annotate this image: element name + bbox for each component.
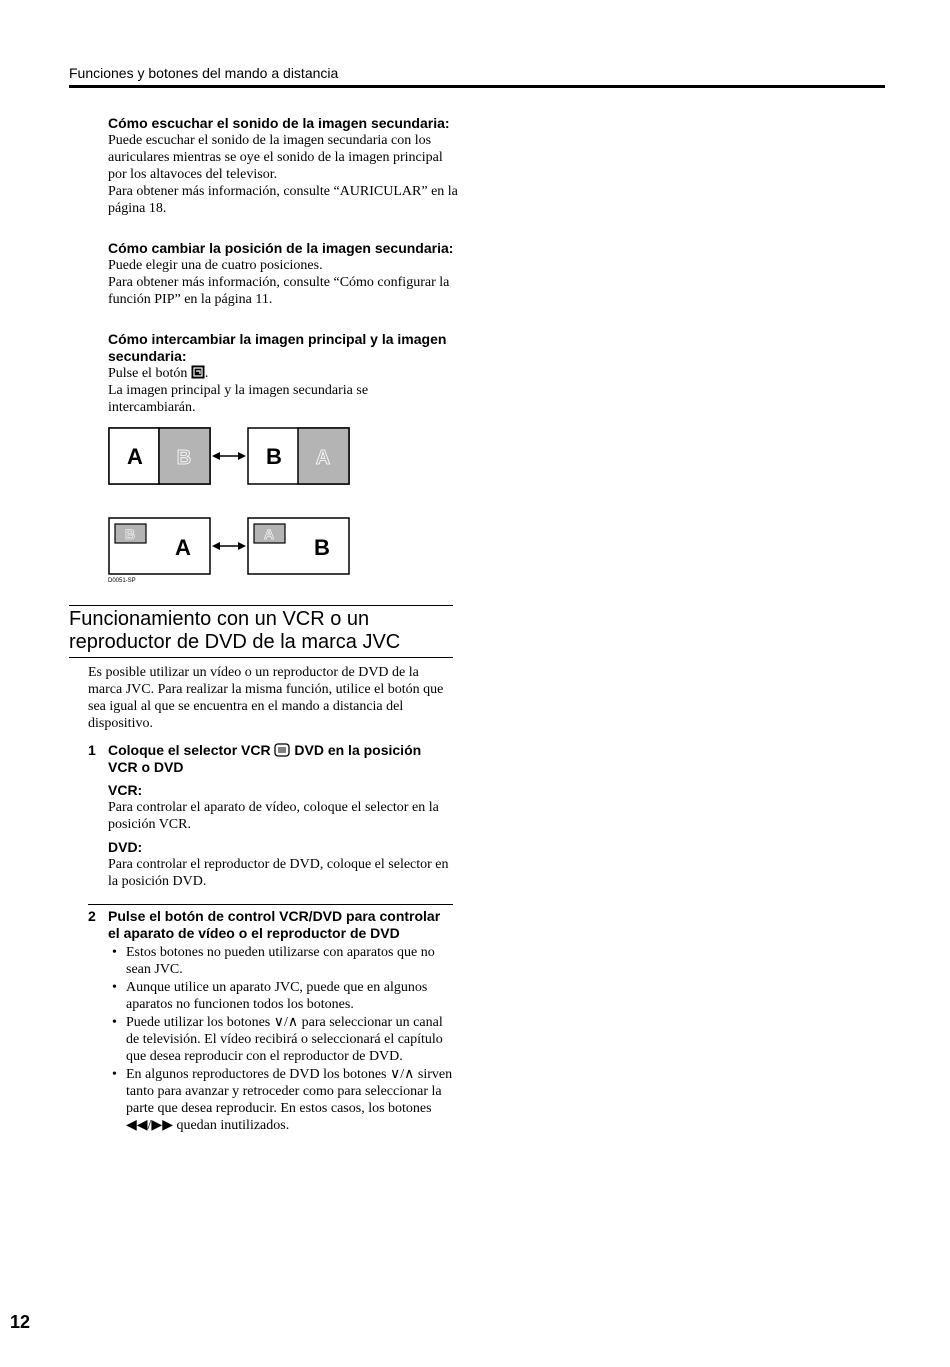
diagram-frame-top-left	[109, 428, 210, 484]
list-item: • Estos botones no pueden utilizarse con aparatos que no sean JVC.	[108, 944, 454, 978]
pip-swap-press-prefix: Pulse el botón	[108, 366, 191, 381]
pip-position-heading: Cómo cambiar la posición de la imagen secundaria:	[108, 240, 454, 256]
pip-swap-heading: Cómo intercambiar la imagen principal y la imagen secundaria:	[108, 331, 447, 364]
diagram-code: D0051-SP	[108, 578, 136, 584]
step-1	[88, 742, 454, 890]
pip-position-block	[108, 240, 458, 308]
swap-button-icon	[191, 365, 205, 379]
diagram-frame-bottom-right	[248, 518, 349, 574]
diagram-label-b: B	[314, 535, 330, 560]
dvd-label: DVD:	[108, 839, 143, 855]
pip-position-text: Puede elegir una de cuatro posiciones.	[108, 258, 323, 273]
selector-switch-icon	[274, 743, 290, 757]
pip-swap-result: La imagen principal y la imagen secundaria se intercambiarán.	[108, 383, 369, 415]
diagram-label-b: B	[176, 447, 192, 469]
page-number: 12	[10, 1312, 31, 1332]
section-title: Funcionamiento con un VCR o un reproductor de DVD de la marca JVC	[69, 605, 453, 658]
section-intro: Es posible utilizar un vídeo o un reproductor de DVD de la marca JVC. Para realizar la misma función, utilice el botón que sea igual al que se encuentra en el mando a distancia del dispositivo.	[88, 665, 444, 731]
step-1-heading	[88, 742, 454, 776]
pip-sound-text: Puede escuchar el sonido de la imagen secundaria con los auriculares mientras se oye el sonido de la imagen principal por los altavoces del televisor.	[108, 133, 443, 182]
pip-swap-diagram	[108, 427, 368, 592]
pip-sound-heading: Cómo escuchar el sonido de la imagen secundaria:	[108, 115, 450, 131]
pip-sound-block	[108, 115, 458, 217]
step-divider	[88, 904, 453, 905]
pip-position-reference: Para obtener más información, consulte “Cómo configurar la función PIP” en la página 11.	[108, 275, 450, 307]
step-1-heading-part2: DVD en la posición VCR o DVD	[108, 742, 422, 775]
diagram-label-b: B	[266, 444, 282, 469]
step-2-heading	[88, 908, 454, 942]
step-2-heading-text: Pulse el botón de control VCR/DVD para controlar el aparato de vídeo o el reproductor de DVD	[108, 908, 441, 941]
diagram-label-a: A	[127, 444, 143, 469]
diagram-frame-top-right	[248, 428, 349, 484]
double-arrow-icon	[212, 542, 246, 550]
pip-sound-reference: Para obtener más información, consulte “AURICULAR” en la página 18.	[108, 184, 458, 216]
list-item: • Puede utilizar los botones ∨/∧ para seleccionar un canal de televisión. El vídeo recibirá o seleccionará el capítulo que desea reproducir con el reproductor de DVD.	[108, 1014, 454, 1065]
vcr-text: Para controlar el aparato de vídeo, coloque el selector en la posición VCR.	[108, 800, 439, 832]
dvd-text: Para controlar el reproductor de DVD, coloque el selector en la posición DVD.	[108, 857, 449, 889]
header-rule	[69, 85, 885, 88]
diagram-frame-bottom-left	[109, 518, 210, 574]
diagram-label-a: A	[175, 535, 191, 560]
step-2	[88, 908, 454, 1135]
step-number: 2	[88, 908, 96, 924]
step-2-bullets	[108, 944, 454, 1134]
diagram-label-a: A	[263, 526, 275, 542]
pip-swap-press-suffix: .	[204, 366, 209, 381]
double-arrow-icon	[212, 452, 246, 460]
pip-swap-block	[108, 331, 458, 416]
step-1-heading-part1: Coloque el selector VCR	[108, 742, 275, 758]
list-item: • Aunque utilice un aparato JVC, puede que en algunos aparatos no funcionen todos los botones.	[108, 979, 454, 1013]
vcr-label: VCR:	[108, 782, 143, 798]
list-item: • En algunos reproductores de DVD los botones ∨/∧ sirven tanto para avanzar y retroceder como para seleccionar la parte que desea reproducir. En estos casos, los botones ◀◀/▶▶ quedan inutilizados.	[108, 1066, 454, 1134]
diagram-label-b: B	[124, 526, 136, 542]
diagram-label-a: A	[315, 447, 331, 469]
pip-swap-instruction	[108, 365, 458, 382]
running-header: Funciones y botones del mando a distancia	[69, 65, 339, 81]
step-number: 1	[88, 742, 96, 758]
